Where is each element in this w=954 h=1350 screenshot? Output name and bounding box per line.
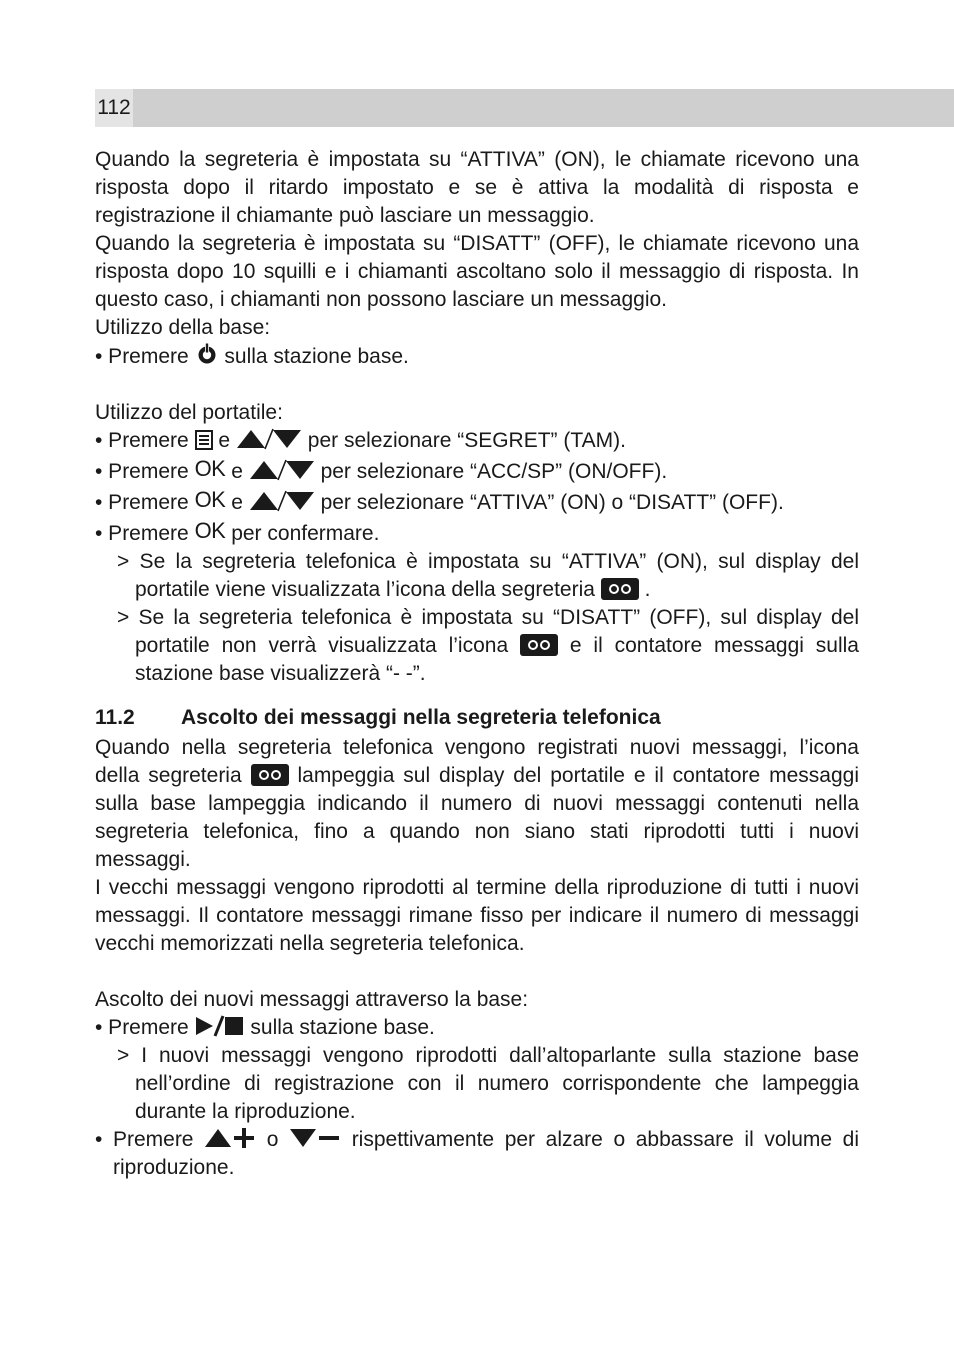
play-stop-icon [195,1015,245,1037]
power-icon [195,342,219,366]
result-active: > Se la segreteria telefonica è impostata su “ATTIVA” (ON), sul display del portatile viene visualizzata l’icona della segreteria . [117,550,859,601]
page-content [95,146,859,1182]
tape-icon [251,764,289,786]
section-title: Ascolto dei messaggi nella segreteria telefonica [181,706,661,729]
play-step: • Premere sulla stazione base. [95,1016,435,1039]
volume-down-icon [289,1127,341,1149]
volume-step: • Premere o rispettivamente per alzare o abbassare il volume di riproduzione. [95,1128,860,1179]
handset-step-2: • Premere OK e per selezionare “ACC/SP” (ON/OFF). [95,456,668,483]
volume-up-icon [204,1127,256,1149]
section-number: 11.2 [95,706,135,729]
page-header-bar [95,89,954,127]
listen-base-title: Ascolto dei nuovi messaggi attraverso la base: [95,988,529,1011]
section-heading [95,704,859,732]
tape-icon [520,634,558,656]
up-down-arrows-icon [249,490,315,512]
page-number: 112 [95,89,133,127]
result-off: > Se la segreteria telefonica è impostata su “DISATT” (OFF), sul display del portatile non verrà visualizzata l’icona e il contatore messaggi sulla stazione base visualizzerà “- -”. [117,606,859,685]
menu-icon [195,430,213,450]
base-step: • Premere sulla stazione base. [95,342,859,371]
handset-usage-title: Utilizzo del portatile: [95,401,283,424]
ok-key-icon: OK [194,456,226,481]
handset-step-4: • Premere OK per confermare. [95,518,380,545]
ok-key-icon: OK [194,487,226,512]
up-down-arrows-icon [249,459,315,481]
handset-step-3: • Premere OK e per selezionare “ATTIVA” (ON) o “DISATT” (OFF). [95,487,784,514]
base-usage-title: Utilizzo della base: [95,316,271,339]
tape-icon [601,578,639,600]
paragraph-new-messages: Quando nella segreteria telefonica vengono registrati nuovi messaggi, l’icona della segreteria lampeggia sul display del portatile e il contatore messaggi sulla base lampeggia indicando il numero di nuovi messaggi contenuti nella segreteria telefonica, fino a quando non siano stati riprodotti tutti i nuovi messaggi. [95,736,859,871]
up-down-arrows-icon [236,428,302,450]
handset-step-1: • Premere e per selezionare “SEGRET” (TAM). [95,429,626,452]
play-result: > I nuovi messaggi vengono riprodotti dall’altoparlante sulla stazione base nell’ordine di registrazione con il numero corrispondente che lampeggia durante la riproduzione. [117,1044,859,1123]
paragraph-old-messages: I vecchi messaggi vengono riprodotti al termine della riproduzione di tutti i nuovi messaggi. Il contatore messaggi rimane fisso per indicare il numero di messaggi vecchi memorizzati nella segreteria telefonica. [95,876,859,955]
paragraph-active: Quando la segreteria è impostata su “ATTIVA” (ON), le chiamate ricevono una risposta dopo il ritardo impostato e se è attiva la modalità di risposta e registrazione il chiamante può lasciare un messaggio. [95,148,859,227]
ok-key-icon: OK [194,518,226,543]
paragraph-off: Quando la segreteria è impostata su “DISATT” (OFF), le chiamate ricevono una risposta dopo 10 squilli e i chiamanti ascoltano solo il messaggio di risposta. In questo caso, i chiamanti non possono lasciare un messaggio. [95,232,859,311]
